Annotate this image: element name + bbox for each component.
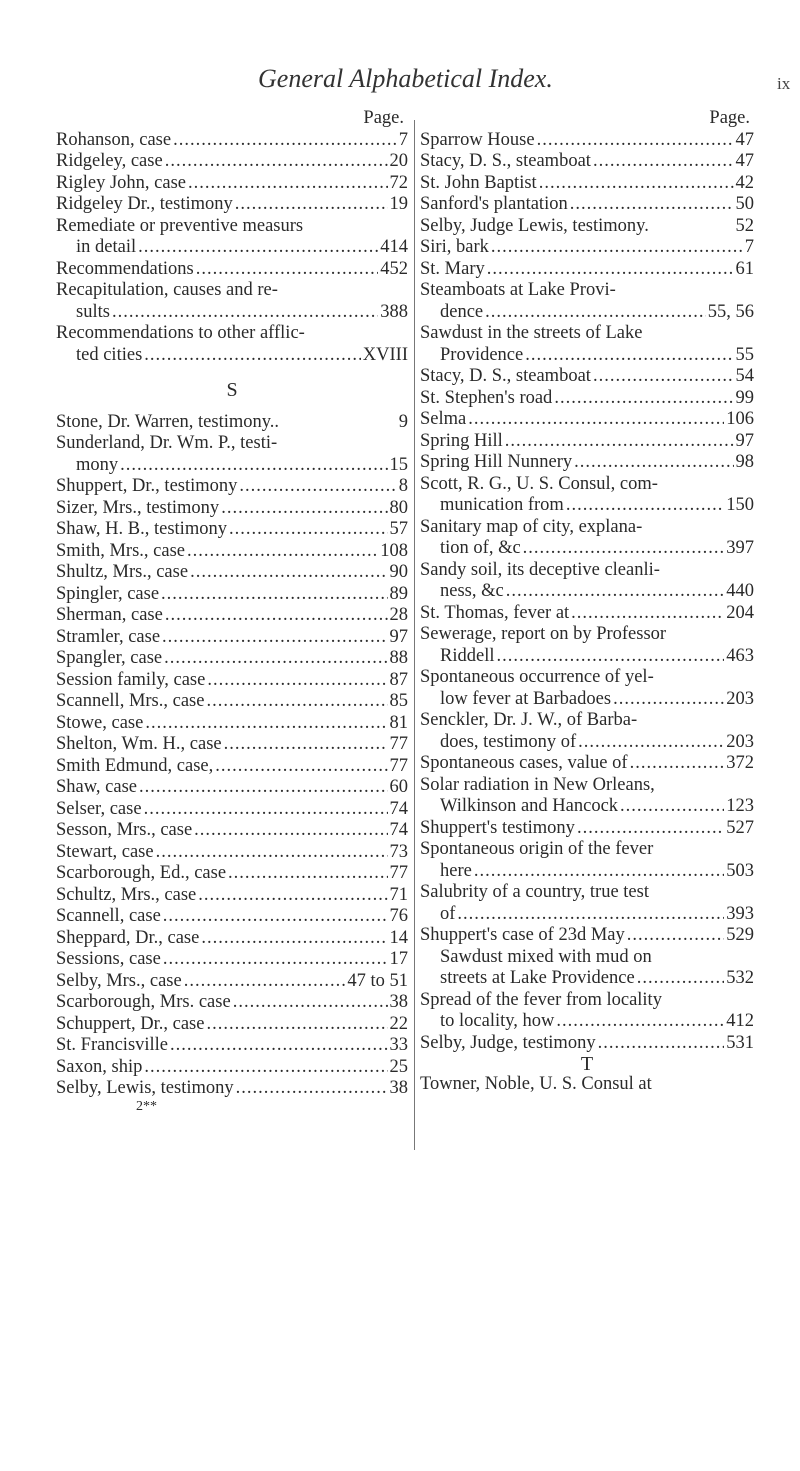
index-entry: Schultz, Mrs., case ..... 71 (56, 885, 408, 907)
index-entry-senckler: Senckler, Dr. J. W., of Barba- does, testimony of ..... 203 (420, 710, 754, 753)
index-entry: Stewart, case ..... 73 (56, 842, 408, 864)
index-entry-recapitulation: Recapitulation, causes and re- sults ..... 388 (56, 280, 408, 323)
index-entry-steamboats: Steamboats at Lake Provi- dence ..... 55, 56 (420, 280, 754, 323)
index-entry-sewerage: Sewerage, report on by Professor Riddell ..... 463 (420, 624, 754, 667)
index-entry: Selby, Judge, testimony ..... 531 (420, 1033, 754, 1055)
index-entry: Smith, Mrs., case ..... 108 (56, 541, 408, 563)
index-entry: Smith Edmund, case, ..... 77 (56, 756, 408, 778)
index-entry: Selma ..... 106 (420, 409, 754, 431)
index-entry: Scarborough, Mrs. case ..... 38 (56, 992, 408, 1014)
index-entry: Siri, bark ..... 7 (420, 237, 754, 259)
index-entry-sawdust-mud: Sawdust mixed with mud on streets at Lake Providence ..... 532 (420, 947, 754, 990)
index-entry: Spring Hill ..... 97 (420, 431, 754, 453)
index-entry: Spangler, case ..... 88 (56, 648, 408, 670)
index-entry-recommendations: Recommendations ..... 452 (56, 259, 408, 281)
index-entry: Shelton, Wm. H., case ..... 77 (56, 734, 408, 756)
section-letter-t: T (580, 1053, 594, 1075)
index-entry: Spring Hill Nunnery ..... 98 (420, 452, 754, 474)
section-letter-s: S (226, 379, 238, 401)
index-entry: Sherman, case ..... 28 (56, 605, 408, 627)
index-entry: Sizer, Mrs., testimony ..... 80 (56, 498, 408, 520)
index-entry: Spontaneous cases, value of ..... 372 (420, 753, 754, 775)
index-entry: Sheppard, Dr., case ..... 14 (56, 928, 408, 950)
page-label: Page. (363, 108, 404, 128)
index-entry: St. Francisville ..... 33 (56, 1035, 408, 1057)
page-header (0, 60, 800, 100)
index-entry-remediate: Remediate or preventive measurs in detail ..... 414 (56, 216, 408, 259)
index-entry-stone: Stone, Dr. Warren, testimony.. 9 (56, 411, 408, 432)
index-entry: Sessions, case ..... 17 (56, 949, 408, 971)
index-entry: Shuppert's case of 23d May ..... 529 (420, 925, 754, 947)
index-entry-sunderland: Sunderland, Dr. Wm. P., testi- mony ..... 15 (56, 433, 408, 476)
r-entries (56, 130, 408, 216)
index-entry: Ridgeley Dr., testimony ..... 19 (56, 194, 408, 216)
index-entry: Rohanson, case ..... 7 (56, 130, 408, 152)
index-entry-spontaneous-occurrence: Spontaneous occurrence of yel- low fever at Barbadoes ..... 203 (420, 667, 754, 710)
index-entry: Stowe, case ..... 81 (56, 713, 408, 735)
index-entry: Stacy, D. S., steamboat ..... 54 (420, 366, 754, 388)
index-entry: Scannell, case ..... 76 (56, 906, 408, 928)
index-entry: Stacy, D. S., steamboat ..... 47 (420, 151, 754, 173)
index-entry: Sanford's plantation ..... 50 (420, 194, 754, 216)
index-entry: Ridgeley, case ..... 20 (56, 151, 408, 173)
index-entry: Schuppert, Dr., case ..... 22 (56, 1014, 408, 1036)
index-entry-towner: Towner, Noble, U. S. Consul at (420, 1074, 652, 1094)
index-entry-sandy: Sandy soil, its deceptive cleanli- ness, &c ..... 440 (420, 560, 754, 603)
index-entry: St. Stephen's road ..... 99 (420, 388, 754, 410)
index-column-right (420, 108, 754, 1096)
index-entry-sanitary: Sanitary map of city, explana- tion of, &c ..... 397 (420, 517, 754, 560)
index-entry: Sesson, Mrs., case ..... 74 (56, 820, 408, 842)
index-entry: St. Thomas, fever at ..... 204 (420, 603, 754, 625)
index-entry: Rigley John, case ..... 72 (56, 173, 408, 195)
index-entry: Selby, Lewis, testimony ..... 38 (56, 1078, 408, 1100)
index-entry: Selby, Mrs., case ..... 47 to 51 (56, 971, 408, 993)
index-entry: Stramler, case ..... 97 (56, 627, 408, 649)
index-entry-spontaneous-origin: Spontaneous origin of the fever here ..... 503 (420, 839, 754, 882)
s-entries (56, 476, 408, 1100)
index-entry: Selby, Judge Lewis, testimony. 52 (420, 215, 754, 236)
index-entry: Shaw, H. B., testimony ..... 57 (56, 519, 408, 541)
index-entry: St. John Baptist ..... 42 (420, 173, 754, 195)
index-entry: Shaw, case ..... 60 (56, 777, 408, 799)
index-entry: Shuppert, Dr., testimony ..... 8 (56, 476, 408, 498)
index-entry: St. Mary ..... 61 (420, 259, 754, 281)
index-entry: Shultz, Mrs., case ..... 90 (56, 562, 408, 584)
index-entry: Selser, case ..... 74 (56, 799, 408, 821)
index-entry: Scarborough, Ed., case ..... 77 (56, 863, 408, 885)
page-label: Page. (709, 108, 750, 128)
index-entry-spread: Spread of the fever from locality to locality, how ..... 412 (420, 990, 754, 1033)
index-entry: Shuppert's testimony ..... 527 (420, 818, 754, 840)
index-entry-salubrity: Salubrity of a country, true test of ..... 393 (420, 882, 754, 925)
index-entry-sawdust: Sawdust in the streets of Lake Providence ..... 55 (420, 323, 754, 366)
running-title: General Alphabetical Index. (258, 64, 553, 93)
index-entry: Scannell, Mrs., case ..... 85 (56, 691, 408, 713)
page-number: ix (777, 74, 791, 93)
index-entry-solar: Solar radiation in New Orleans, Wilkinson and Hancock ..... 123 (420, 775, 754, 818)
index-entry: Spingler, case ..... 89 (56, 584, 408, 606)
index-entry-scott: Scott, R. G., U. S. Consul, com- munication from ..... 150 (420, 474, 754, 517)
column-divider (414, 120, 415, 1150)
signature-mark: 2** (136, 1098, 157, 1114)
index-entry-recommendations-other: Recommendations to other afflic- ted cities ..... XVIII (56, 323, 408, 366)
index-entry: Sparrow House ..... 47 (420, 130, 754, 152)
index-entry: Session family, case ..... 87 (56, 670, 408, 692)
index-entry: Saxon, ship ..... 25 (56, 1057, 408, 1079)
index-column-left (56, 108, 408, 1114)
